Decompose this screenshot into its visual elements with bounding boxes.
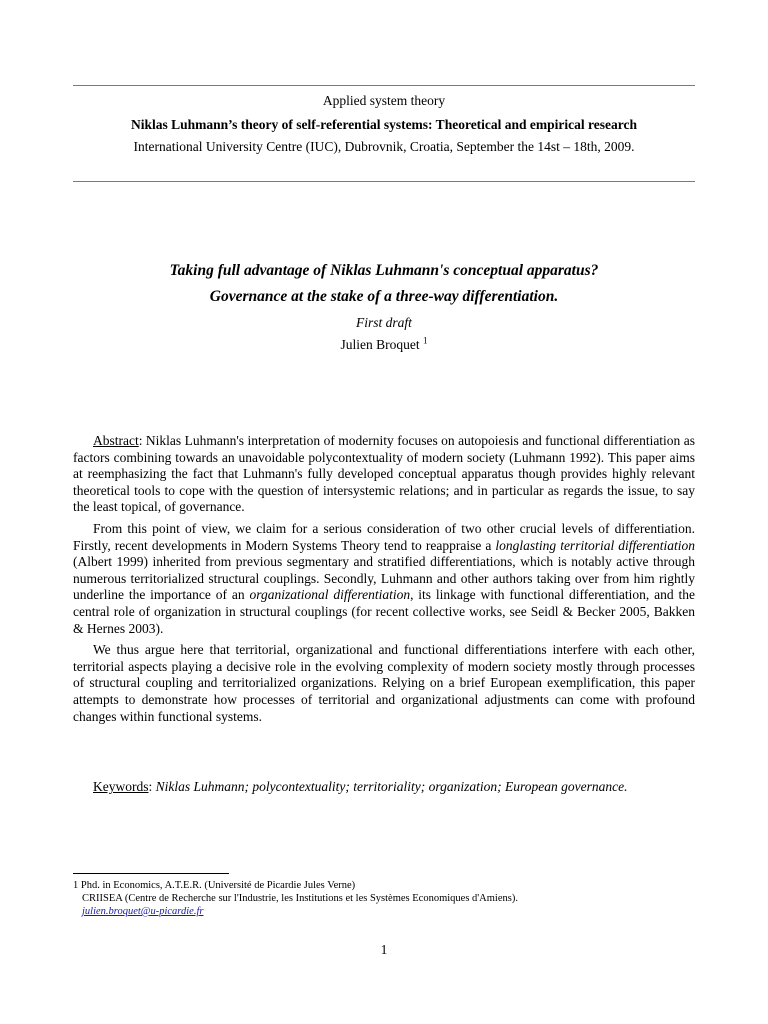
header-top-rule <box>73 85 695 86</box>
abstract-label: Abstract <box>93 433 139 448</box>
author-footnote-mark: 1 <box>423 335 428 346</box>
abstract-paragraph-2: From this point of view, we claim for a serious consideration of two other crucial levels of differentiation. Firstly, recent developments in Modern Systems Theory tend to reappraise a longlasting territorial differentiation (Albert 1999) inherited from previous segmentary and stratified differentiations, which is notably active through numerous territorialized structural couplings. Secondly, Luhmann and other authors taking over from him rightly underline the importance of an organizational differentiation, its linkage with functional differentiation, and the central role of organization in structural couplings (for recent collective works, see Seidl & Becker 2005, Bakken & Hernes 2003). <box>73 520 695 636</box>
footnote-separator <box>73 873 229 874</box>
footnote-line-1: 1 Phd. in Economics, A.T.E.R. (Université de Picardie Jules Verne) <box>73 880 356 891</box>
page-number: 1 <box>380 942 388 957</box>
footnote <box>73 879 695 918</box>
header-bottom-rule <box>73 181 695 182</box>
paper-title-line-1: Taking full advantage of Niklas Luhmann's conceptual apparatus? <box>169 262 599 279</box>
abstract-section <box>73 433 695 725</box>
paper-title-line-2: Governance at the stake of a three-way differentiation. <box>209 288 559 305</box>
author-name: Julien Broquet <box>340 337 420 352</box>
keywords-section <box>73 779 695 796</box>
conference-venue: International University Centre (IUC), Dubrovnik, Croatia, September the 14st – 18th, 2009. <box>133 139 635 154</box>
author-line <box>60 337 708 353</box>
keywords-label: Keywords <box>93 779 149 794</box>
conference-series: Applied system theory <box>322 93 446 108</box>
keywords-paragraph: Keywords: Niklas Luhmann; polycontextuality; territoriality; organization; European governance. <box>93 779 628 794</box>
emphasis-territorial: longlasting territorial differentiation <box>495 537 695 553</box>
emphasis-organizational: organizational differentiation <box>249 587 411 603</box>
keywords-list: Niklas Luhmann; polycontextuality; territoriality; organization; European governance. <box>155 779 628 794</box>
conference-title: Niklas Luhmann’s theory of self-referential systems: Theoretical and empirical research <box>130 117 638 132</box>
author-email-link[interactable]: julien.broquet@u-picardie.fr <box>82 906 204 917</box>
draft-label: First draft <box>356 315 412 330</box>
abstract-paragraph-3: We thus argue here that territorial, organizational and functional differentiations interfere with each other, territorial aspects playing a decisive role in the evolving complexity of modern society mostly through processes of structural coupling and territorialized organizations. Relying on a brief European exemplification, this paper attempts to demonstrate how processes of territorial and organizational adjustments can come with profound changes within functional systems. <box>73 642 695 724</box>
abstract-paragraph-1: Abstract: Niklas Luhmann's interpretation of modernity focuses on autopoiesis and functional differentiation as factors combining towards an unavoidable polycontextuality of modern society (Luhmann 1992). This paper aims at reemphasizing the fact that Luhmann's fully developed conceptual apparatus though provides highly relevant theoretical tools to cope with the question of intersystemic relations; and in particular as regards the issue, to say the least topical, of governance. <box>73 433 695 515</box>
footnote-line-2: CRIISEA (Centre de Recherche sur l'Industrie, les Institutions et les Systèmes Economiques d'Amiens). <box>82 893 518 904</box>
